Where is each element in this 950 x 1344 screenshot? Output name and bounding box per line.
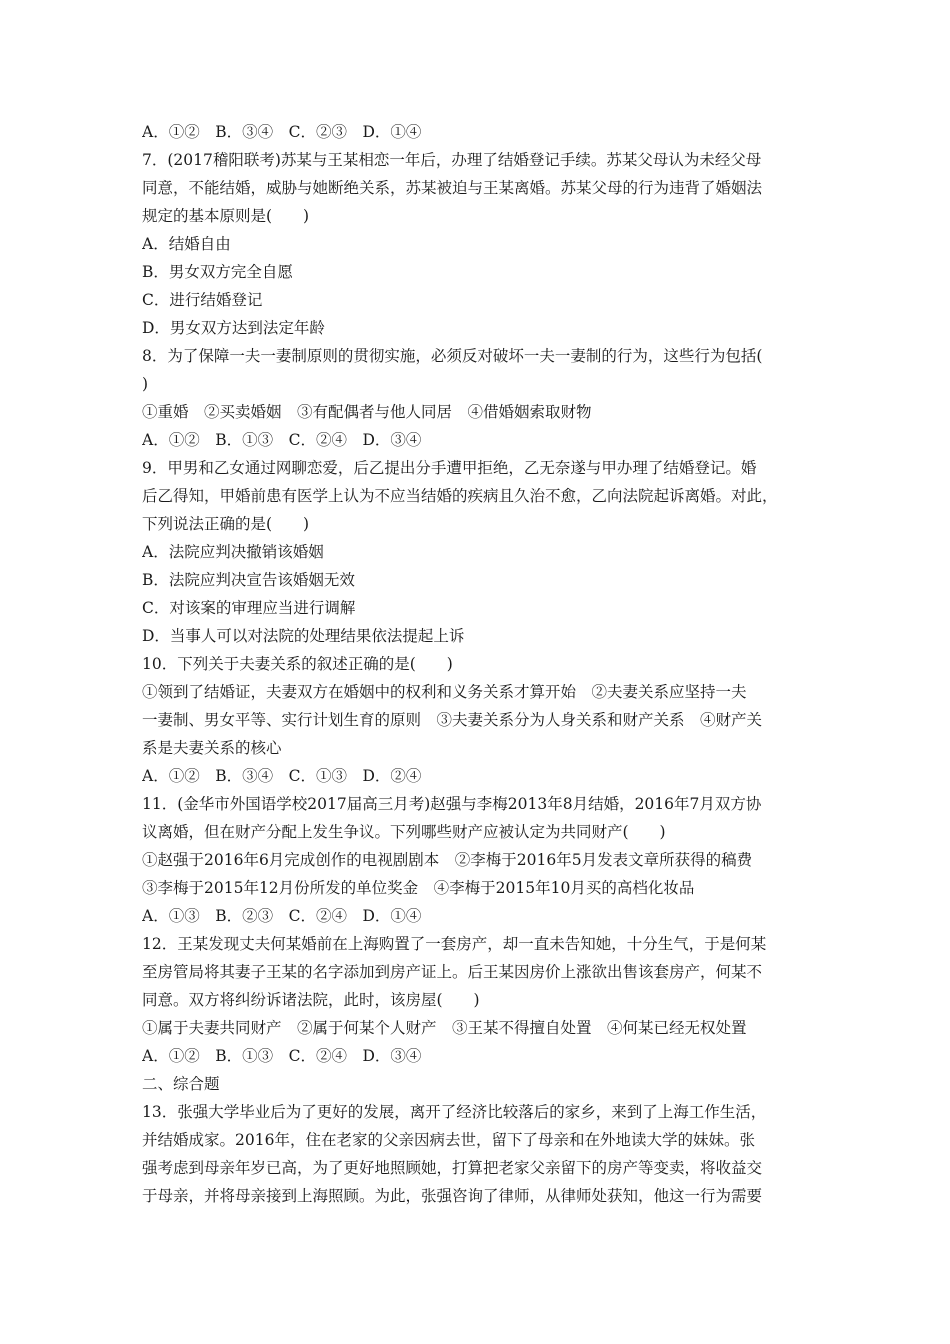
q11-stem-line-2: 议离婚，但在财产分配上发生争议。下列哪些财产应被认定为共同财产( ) [142,823,666,841]
q12-stem-line-1: 12．王某发现丈夫何某婚前在上海购置了一套房产，却一直未告知她，十分生气，于是何某 [142,935,767,953]
q9-stem-line-1: 9．甲男和乙女通过网聊恋爱，后乙提出分手遭甲拒绝，乙无奈遂与甲办理了结婚登记。婚 [142,459,757,477]
q8-statements: ①重婚 ②买卖婚姻 ③有配偶者与他人同居 ④借婚姻索取财物 [142,403,592,421]
q11-statements-line-2: ③李梅于2015年12月份所发的单位奖金 ④李梅于2015年10月买的高档化妆品 [142,879,695,897]
q9-option-b: B．法院应判决宣告该婚姻无效 [142,571,355,589]
section-heading: 二、综合题 [142,1075,220,1093]
q10-options: A．①② B．③④ C．①③ D．②④ [142,767,422,785]
q13-paragraph-line-4: 于母亲，并将母亲接到上海照顾。为此，张强咨询了律师，从律师处获知，他这一行为需要 [142,1187,763,1205]
q12-options: A．①② B．①③ C．②④ D．③④ [142,1047,422,1065]
q9-option-c: C．对该案的审理应当进行调解 [142,599,356,617]
q10-statements-line-1: ①领到了结婚证，夫妻双方在婚姻中的权利和义务关系才算开始 ②夫妻关系应坚持一夫 [142,683,747,701]
q9-stem-line-2: 后乙得知，甲婚前患有医学上认为不应当结婚的疾病且久治不愈，乙向法院起诉离婚。对此， [142,487,778,505]
q7-stem-line-2: 同意，不能结婚，威胁与她断绝关系，苏某被迫与王某离婚。苏某父母的行为违背了婚姻法 [142,179,763,197]
q11-options: A．①③ B．②③ C．②④ D．①④ [142,907,422,925]
q12-statements: ①属于夫妻共同财产 ②属于何某个人财产 ③王某不得擅自处置 ④何某已经无权处置 [142,1019,747,1037]
q9-option-d: D．当事人可以对法院的处理结果依法提起上诉 [142,627,465,645]
q12-stem-line-2: 至房管局将其妻子王某的名字添加到房产证上。后王某因房价上涨欲出售该套房产，何某不 [142,963,763,981]
q13-paragraph-line-3: 强考虑到母亲年岁已高，为了更好地照顾她，打算把老家父亲留下的房产等变卖，将收益交 [142,1159,763,1177]
q12-stem-line-3: 同意。双方将纠纷诉诸法院，此时，该房屋( ) [142,991,480,1009]
q8-options: A．①② B．①③ C．②④ D．③④ [142,431,422,449]
q7-stem-line-3: 规定的基本原则是( ) [142,207,310,225]
q7-option-d: D．男女双方达到法定年龄 [142,319,325,337]
document-text [142,118,822,1210]
q9-option-a: A．法院应判决撤销该婚姻 [142,543,324,561]
q11-stem-line-1: 11．(金华市外国语学校2017届高三月考)赵强与李梅2013年8月结婚，2016年7月双方协 [142,795,762,813]
q7-option-c: C．进行结婚登记 [142,291,263,309]
q8-stem-line-1: 8．为了保障一夫一妻制原则的贯彻实施，必须反对破坏一夫一妻制的行为，这些行为包括( [142,347,763,365]
q10-statements-line-3: 系是夫妻关系的核心 [142,739,282,757]
q7-option-b: B．男女双方完全自愿 [142,263,293,281]
q8-stem-line-2: ) [142,375,149,393]
q13-paragraph-line-1: 13．张强大学毕业后为了更好的发展，离开了经济比较落后的家乡，来到了上海工作生活， [142,1103,767,1121]
q10-statements-line-2: 一妻制、男女平等、实行计划生育的原则 ③夫妻关系分为人身关系和财产关系 ④财产关 [142,711,763,729]
q11-statements-line-1: ①赵强于2016年6月完成创作的电视剧剧本 ②李梅于2016年5月发表文章所获得的稿费 [142,851,753,869]
q7-stem-line-1: 7．(2017稽阳联考)苏某与王某相恋一年后，办理了结婚登记手续。苏某父母认为未经父母 [142,151,762,169]
q6-options: A．①② B．③④ C．②③ D．①④ [142,123,422,141]
q10-stem: 10．下列关于夫妻关系的叙述正确的是( ) [142,655,453,673]
q7-option-a: A．结婚自由 [142,235,231,253]
q13-paragraph-line-2: 并结婚成家。2016年，住在老家的父亲因病去世，留下了母亲和在外地读大学的妹妹。张 [142,1131,755,1149]
q9-stem-line-3: 下列说法正确的是( ) [142,515,310,533]
